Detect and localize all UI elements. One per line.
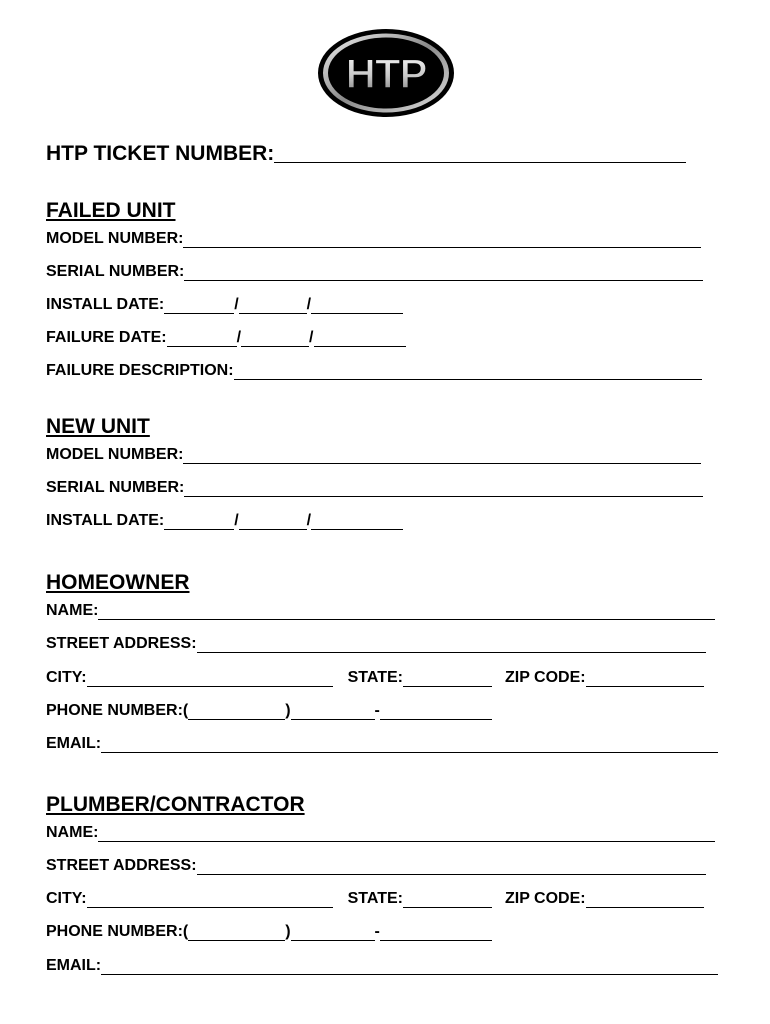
- failure-date-label: FAILURE DATE:: [46, 329, 167, 346]
- date-separator: /: [306, 296, 312, 313]
- plumber-state-label: STATE:: [347, 890, 403, 907]
- homeowner-city-row: [46, 668, 704, 688]
- new-serial-row: [46, 478, 703, 498]
- plumber-zip-label: ZIP CODE:: [505, 890, 586, 907]
- new-model-row: [46, 445, 701, 465]
- homeowner-street-field[interactable]: [197, 636, 706, 653]
- homeowner-phone-row: [46, 701, 492, 721]
- new-install-day-field[interactable]: [239, 513, 307, 530]
- date-separator: /: [306, 512, 312, 529]
- paren-close: ): [285, 702, 291, 719]
- homeowner-name-row: [46, 601, 715, 621]
- new-serial-label: SERIAL NUMBER:: [46, 479, 185, 496]
- failed-unit-heading: FAILED UNIT: [46, 199, 176, 222]
- homeowner-phone-line-field[interactable]: [380, 703, 492, 720]
- homeowner-name-field[interactable]: [98, 603, 715, 620]
- new-install-year-field[interactable]: [311, 513, 403, 530]
- plumber-city-field[interactable]: [87, 891, 333, 908]
- paren-close: ): [285, 923, 291, 940]
- new-install-month-field[interactable]: [164, 513, 234, 530]
- plumber-zip-field[interactable]: [586, 891, 704, 908]
- homeowner-phone-prefix-field[interactable]: [291, 703, 375, 720]
- ticket-number-field[interactable]: [274, 142, 686, 163]
- homeowner-email-row: [46, 734, 718, 754]
- new-model-label: MODEL NUMBER:: [46, 446, 184, 463]
- plumber-name-row: [46, 823, 715, 843]
- homeowner-street-row: [46, 634, 706, 654]
- new-unit-heading: NEW UNIT: [46, 415, 150, 438]
- homeowner-state-field[interactable]: [403, 670, 492, 687]
- failed-model-row: [46, 229, 701, 249]
- htp-logo: [316, 27, 456, 119]
- plumber-phone-prefix-field[interactable]: [291, 924, 375, 941]
- phone-dash: -: [374, 923, 380, 940]
- plumber-heading: PLUMBER/CONTRACTOR: [46, 793, 305, 816]
- failed-serial-label: SERIAL NUMBER:: [46, 263, 185, 280]
- homeowner-email-label: EMAIL:: [46, 735, 102, 752]
- homeowner-zip-label: ZIP CODE:: [505, 669, 586, 686]
- homeowner-city-field[interactable]: [87, 670, 333, 687]
- plumber-phone-line-field[interactable]: [380, 924, 492, 941]
- plumber-phone-label: PHONE NUMBER:: [46, 923, 183, 940]
- date-separator: /: [234, 512, 239, 529]
- plumber-email-field[interactable]: [101, 958, 718, 975]
- plumber-street-label: STREET ADDRESS:: [46, 857, 197, 874]
- failed-install-year-field[interactable]: [311, 297, 403, 314]
- plumber-city-row: [46, 889, 704, 909]
- homeowner-city-label: CITY:: [46, 669, 87, 686]
- new-install-date-label: INSTALL DATE:: [46, 512, 165, 529]
- paren-open: (: [182, 702, 189, 719]
- failed-model-field[interactable]: [183, 231, 701, 248]
- failed-install-day-field[interactable]: [239, 297, 307, 314]
- failure-description-label: FAILURE DESCRIPTION:: [46, 362, 234, 379]
- plumber-street-field[interactable]: [197, 858, 706, 875]
- plumber-email-row: [46, 956, 718, 976]
- plumber-email-label: EMAIL:: [46, 957, 102, 974]
- homeowner-area-code-field[interactable]: [188, 703, 285, 720]
- homeowner-zip-field[interactable]: [586, 670, 704, 687]
- new-serial-field[interactable]: [184, 480, 703, 497]
- ticket-number-label: HTP TICKET NUMBER:: [46, 142, 275, 165]
- failed-serial-row: [46, 262, 703, 282]
- plumber-name-label: NAME:: [46, 824, 99, 841]
- homeowner-phone-label: PHONE NUMBER:: [46, 702, 183, 719]
- plumber-name-field[interactable]: [98, 825, 715, 842]
- plumber-phone-row: [46, 922, 492, 942]
- failed-install-date-label: INSTALL DATE:: [46, 296, 165, 313]
- date-separator: /: [236, 329, 242, 346]
- homeowner-street-label: STREET ADDRESS:: [46, 635, 197, 652]
- homeowner-heading: HOMEOWNER: [46, 571, 190, 594]
- failure-year-field[interactable]: [314, 330, 406, 347]
- plumber-city-label: CITY:: [46, 890, 87, 907]
- homeowner-email-field[interactable]: [101, 736, 718, 753]
- plumber-area-code-field[interactable]: [188, 924, 285, 941]
- failed-install-month-field[interactable]: [164, 297, 234, 314]
- plumber-state-field[interactable]: [403, 891, 492, 908]
- failed-serial-field[interactable]: [184, 264, 703, 281]
- date-separator: /: [309, 329, 314, 346]
- failed-install-date-row: [46, 295, 403, 315]
- logo-text: HTP: [345, 50, 427, 97]
- date-separator: /: [234, 296, 239, 313]
- failure-description-field[interactable]: [234, 363, 702, 380]
- ticket-number-row: [46, 141, 686, 166]
- new-install-date-row: [46, 511, 403, 531]
- failure-month-field[interactable]: [167, 330, 237, 347]
- paren-open: (: [182, 923, 189, 940]
- phone-dash: -: [374, 702, 380, 719]
- failure-date-row: [46, 328, 406, 348]
- plumber-street-row: [46, 856, 706, 876]
- new-model-field[interactable]: [183, 447, 701, 464]
- failure-description-row: [46, 361, 702, 381]
- homeowner-name-label: NAME:: [46, 602, 99, 619]
- failure-day-field[interactable]: [241, 330, 309, 347]
- homeowner-state-label: STATE:: [347, 669, 403, 686]
- failed-model-label: MODEL NUMBER:: [46, 230, 184, 247]
